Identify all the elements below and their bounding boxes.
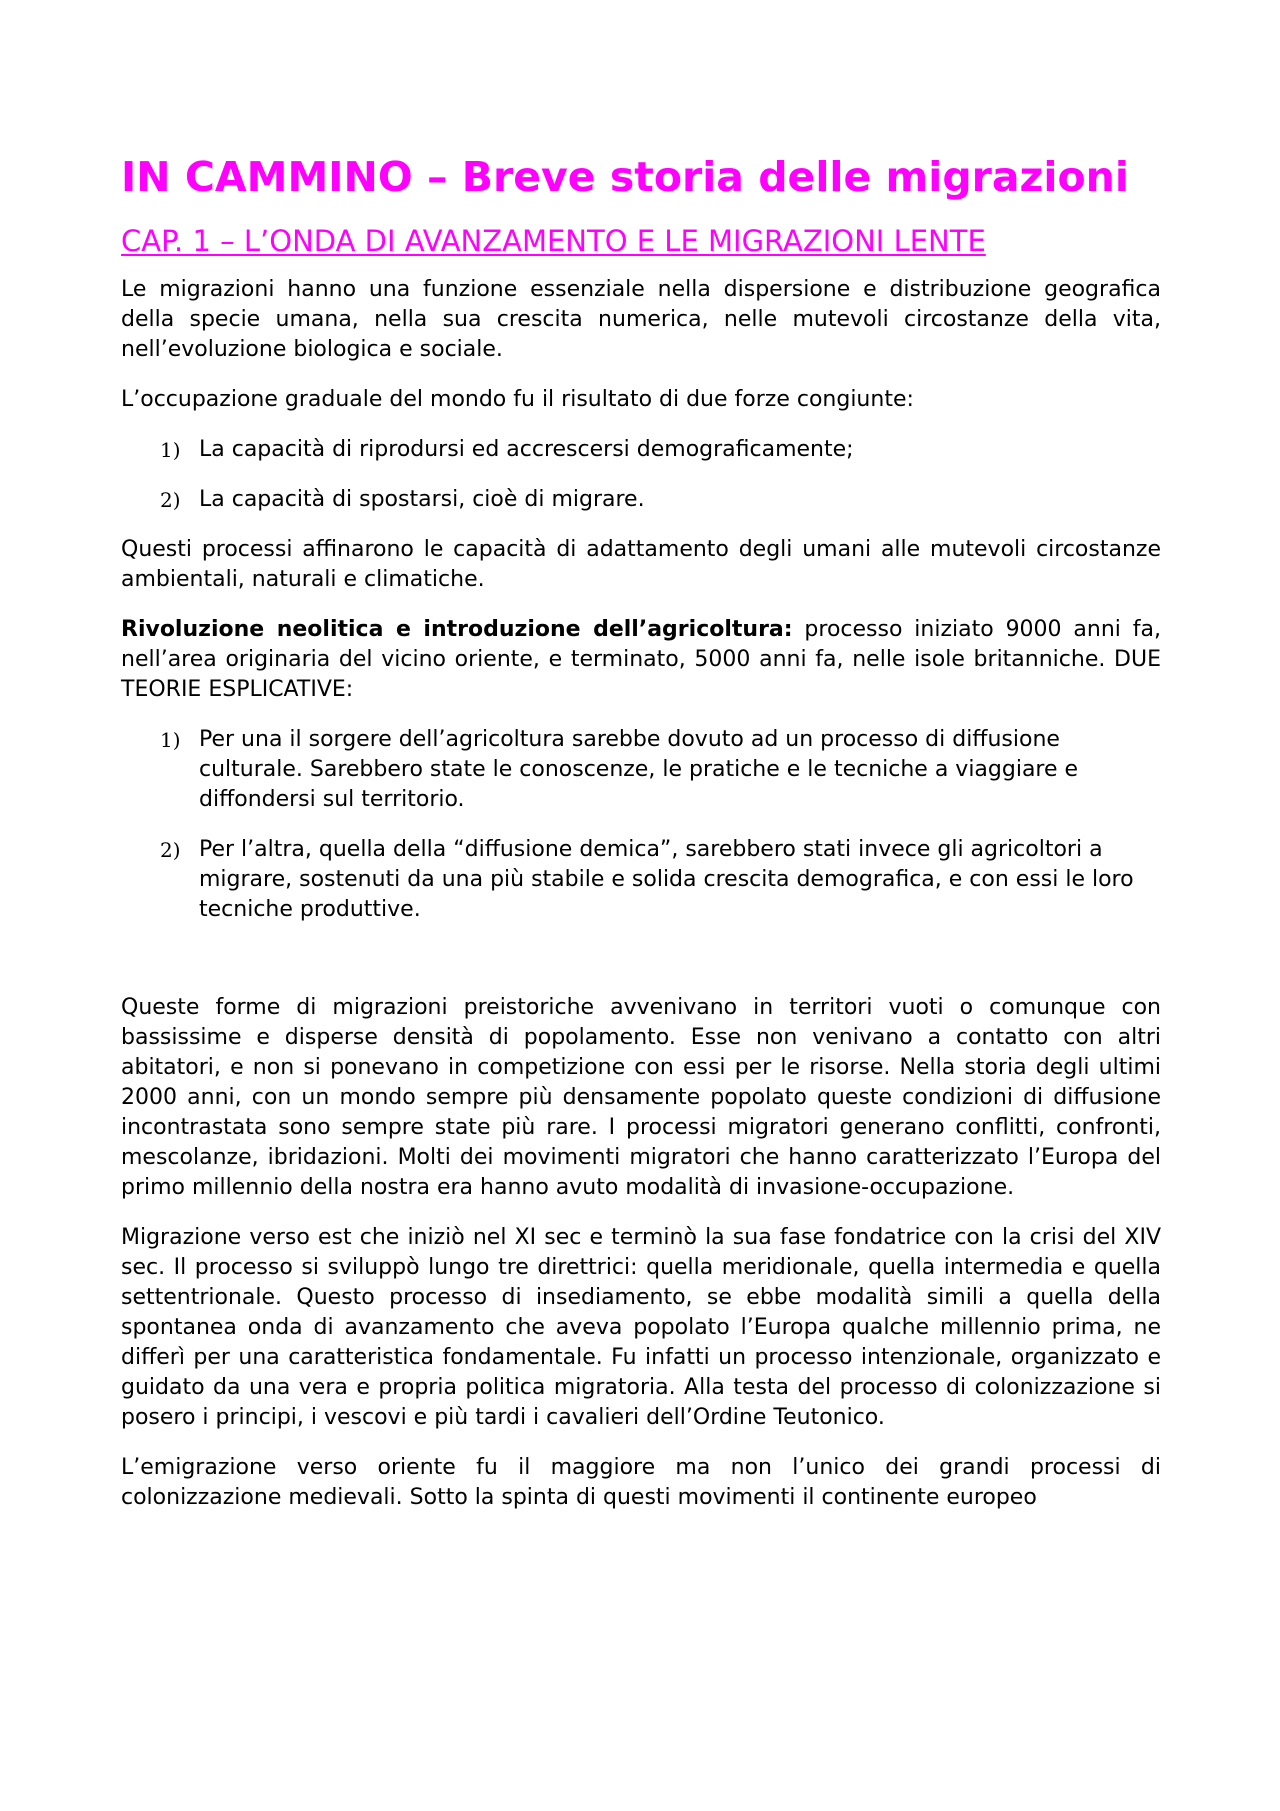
list-number: 2)	[160, 488, 181, 512]
list-item-text: Per una il sorgere dell’agricoltura sarebbe dovuto ad un processo di diffusione culturale. Sarebbero state le conoscenze, le pratiche e le tecniche a viaggiare e diffondersi sul territorio.	[199, 727, 1079, 812]
theories-list	[121, 725, 1161, 925]
list-item-text: Per l’altra, quella della “diffusione demica”, sarebbero stati invece gli agricoltori a migrare, sostenuti da una più stabile e solida crescita demografica, e con essi le loro tecniche produttive.	[199, 837, 1134, 922]
list-item	[121, 835, 1161, 925]
list-item-text: La capacità di riprodursi ed accrescersi demograficamente;	[199, 437, 854, 462]
paragraph-lead-bold: Rivoluzione neolitica e introduzione dell’agricoltura:	[121, 617, 793, 642]
paragraph-colonization: L’emigrazione verso oriente fu il maggiore ma non l’unico dei grandi processi di colonizzazione medievali. Sotto la spinta di questi movimenti il continente europeo	[121, 1455, 1161, 1510]
list-number: 2)	[160, 838, 181, 862]
paragraph-neolithic	[121, 615, 1161, 705]
list-item	[121, 435, 1161, 465]
document-page	[121, 150, 1161, 1533]
chapter-heading: CAP. 1 – L’ONDA DI AVANZAMENTO E LE MIGRAZIONI LENTE	[121, 224, 986, 258]
paragraph-neolithic-text: processo iniziato 9000 anni fa, nell’area originaria del vicino oriente, e terminato, 5000 anni fa, nelle isole britanniche. DUE TEORIE ESPLICATIVE:	[121, 617, 1161, 702]
list-item	[121, 725, 1161, 815]
paragraph-prehistoric: Queste forme di migrazioni preistoriche avvenivano in territori vuoti o comunque con bassissime e disperse densità di popolamento. Esse non venivano a contatto con altri abitatori, e non si ponevano in competizione con essi per le risorse. Nella storia degli ultimi 2000 anni, con un mondo sempre più densamente popolato queste condizioni di diffusione incontrastata sono sempre state più rare. I processi migratori generano conflitti, confronti, mescolanze, ibridazioni. Molti dei movimenti migratori che hanno caratterizzato l’Europa del primo millennio della nostra era hanno avuto modalità di invasione-occupazione.	[121, 995, 1161, 1200]
forces-list	[121, 435, 1161, 515]
list-item-text: La capacità di spostarsi, cioè di migrare.	[199, 487, 645, 512]
list-number: 1)	[160, 438, 181, 462]
paragraph-forces: L’occupazione graduale del mondo fu il risultato di due forze congiunte:	[121, 387, 914, 412]
paragraph-adaptation: Questi processi affinarono le capacità di adattamento degli umani alle mutevoli circostanze ambientali, naturali e climatiche.	[121, 537, 1161, 592]
list-item	[121, 485, 1161, 515]
list-number: 1)	[160, 728, 181, 752]
paragraph-east-migration: Migrazione verso est che iniziò nel XI sec e terminò la sua fase fondatrice con la crisi del XIV sec. Il processo si sviluppò lungo tre direttrici: quella meridionale, quella intermedia e quella settentrionale. Questo processo di insediamento, se ebbe modalità simili a quella della spontanea onda di avanzamento che aveva popolato l’Europa qualche millennio prima, ne differì per una caratteristica fondamentale. Fu infatti un processo intenzionale, organizzato e guidato da una vera e propria politica migratoria. Alla testa del processo di colonizzazione si posero i principi, i vescovi e più tardi i cavalieri dell’Ordine Teutonico.	[121, 1225, 1161, 1430]
paragraph-intro: Le migrazioni hanno una funzione essenziale nella dispersione e distribuzione geografica della specie umana, nella sua crescita numerica, nelle mutevoli circostanze della vita, nell’evoluzione biologica e sociale.	[121, 277, 1161, 362]
document-title: IN CAMMINO – Breve storia delle migrazioni	[121, 153, 1129, 201]
